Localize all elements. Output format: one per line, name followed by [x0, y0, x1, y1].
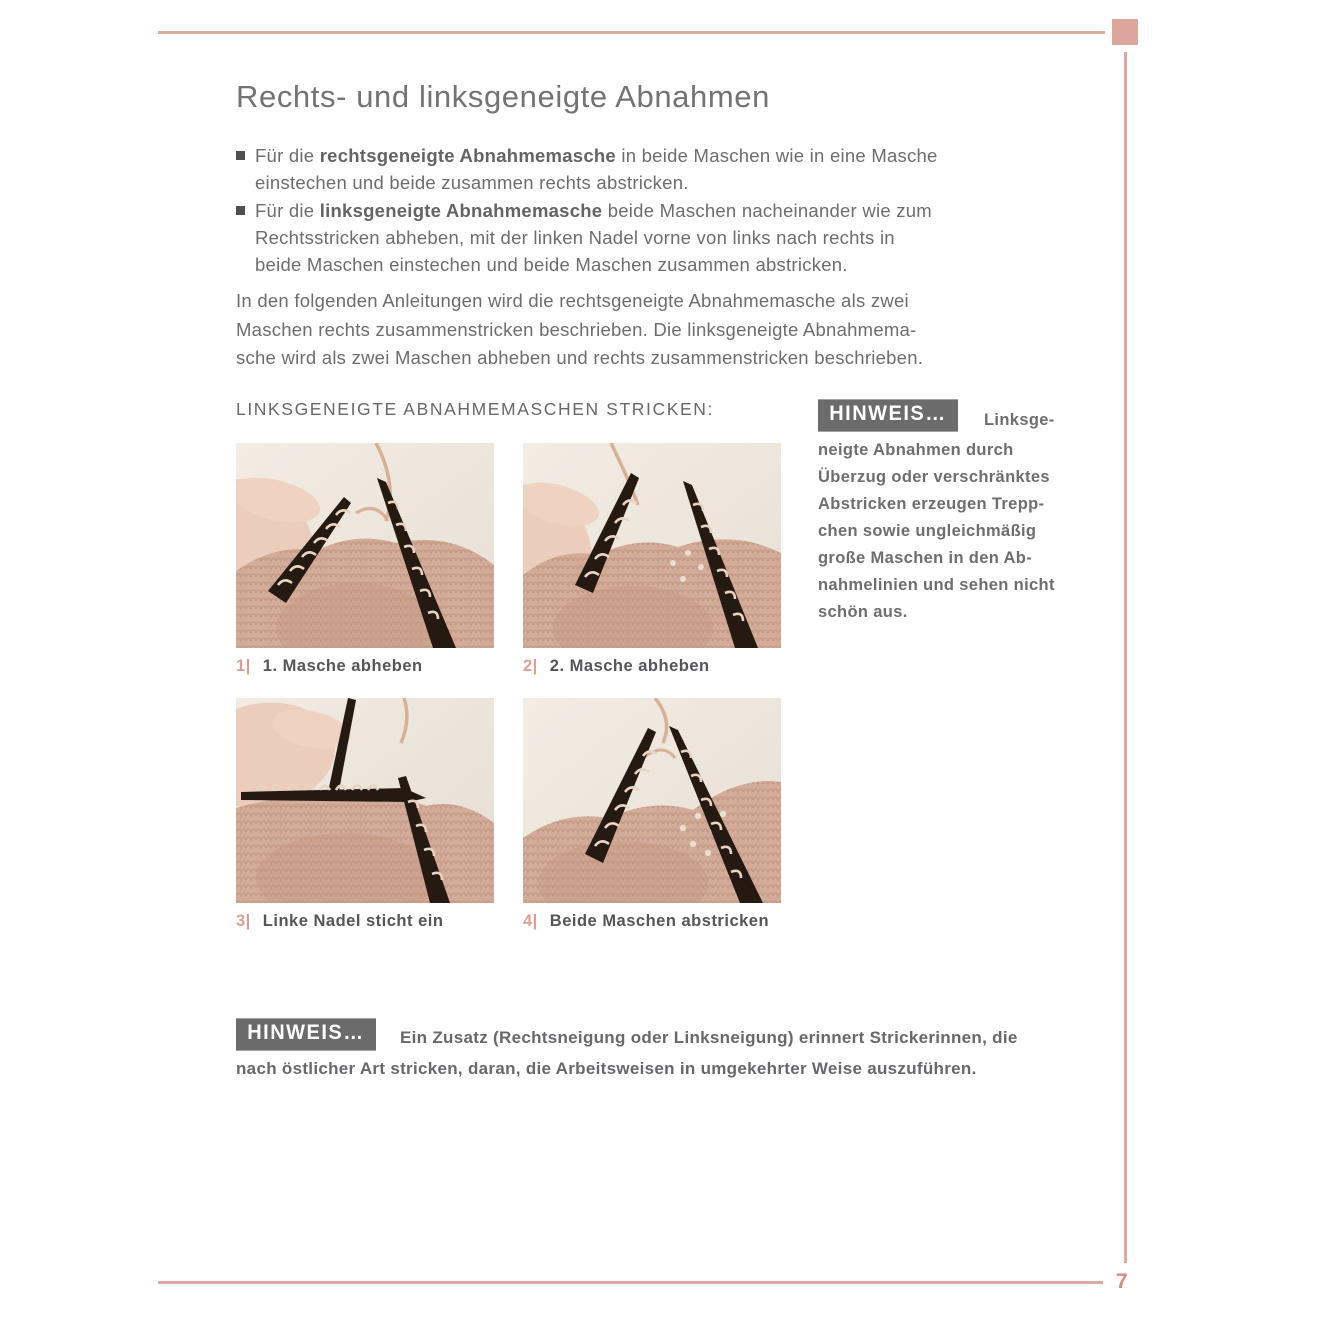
photo-caption-1 [236, 657, 423, 676]
photo-caption-4 [523, 912, 769, 931]
bottom-note-text: Ein Zusatz (Rechtsneigung oder Linksneigung) erinnert Strickerinnen, die [400, 1028, 1018, 1047]
photo-step-1-masche-abheben [236, 443, 494, 648]
bullet-text: Für die [255, 145, 320, 166]
bullet-icon [236, 151, 245, 160]
bullet-text-bold: rechtsgeneigte Abnahmemasche [319, 145, 616, 166]
bottom-note [236, 1019, 1086, 1079]
hinweis-label: HINWEIS… [818, 399, 958, 431]
bullet-text: Rechtsstricken abheben, mit der linken Nadel vorne von links nach rechts in [255, 226, 895, 248]
intro-line: Maschen rechts zusammenstricken beschrieben. Die linksgeneigte Abnahmema- [236, 318, 917, 340]
intro-line: In den folgenden Anleitungen wird die rechtsgeneigte Abnahmemasche als zwei [236, 290, 909, 311]
sidebar-note-text: neigte Abnahmen durch [818, 441, 1014, 459]
caption-number: 3| [236, 912, 251, 930]
bottom-note-text: nach östlicher Art stricken, daran, die Arbeitsweisen in umgekehrter Weise auszuführen. [236, 1059, 977, 1078]
caption-text: Linke Nadel sticht ein [262, 912, 444, 930]
bullet-item [236, 142, 938, 169]
caption-number: 4| [523, 912, 538, 930]
sidebar-note-text: Überzug oder verschränktes [818, 468, 1050, 486]
bullet-text: Für die [255, 199, 320, 221]
section-heading: LINKSGENEIGTE ABNAHMEMASCHEN STRICKEN: [236, 399, 714, 419]
bullet-item [236, 197, 938, 224]
bullet-text: beide Maschen nacheinander wie zum [602, 199, 932, 221]
sidebar-note-text: schön aus. [818, 603, 908, 621]
bullet-text: beide Maschen einstechen und beide Maschen zusammen abstricken. [255, 254, 848, 276]
caption-text: 1. Masche abheben [262, 657, 423, 675]
sidebar-note-text: Linksge- [984, 411, 1055, 429]
corner-square [1112, 19, 1138, 45]
sidebar-note-lines [818, 437, 1080, 626]
sidebar-note-text: Abstricken erzeugen Trepp- [818, 495, 1045, 513]
top-rule [158, 31, 1105, 34]
caption-number: 2| [523, 657, 538, 675]
bullet-text: einstechen und beide zusammen rechts abstricken. [255, 172, 689, 194]
bullet-text: in beide Maschen wie in eine Masche [615, 145, 938, 166]
bullet-list [236, 142, 938, 278]
bullet-icon [236, 206, 245, 215]
right-rule [1124, 52, 1127, 1263]
bullet-text-bold: linksgeneigte Abnahmemasche [319, 199, 603, 221]
caption-number: 1| [236, 657, 251, 675]
caption-text: Beide Maschen abstricken [549, 912, 770, 930]
page-title: Rechts- und linksgeneigte Abnahmen [236, 79, 770, 114]
photo-caption-3 [236, 912, 443, 931]
bottom-rule [158, 1281, 1103, 1284]
page-number: 7 [1116, 1270, 1129, 1293]
sidebar-note-text: nahmelinien und sehen nicht [818, 576, 1055, 594]
sidebar-note-first-row [818, 400, 1080, 431]
photo-step-2-masche-abheben [523, 443, 781, 648]
bottom-note-first-row [236, 1019, 1086, 1050]
sidebar-note-text: chen sowie ungleichmäßig [818, 522, 1037, 540]
sidebar-note [818, 400, 1080, 626]
hinweis-label: HINWEIS… [236, 1018, 376, 1050]
photo-caption-2 [523, 657, 710, 676]
sidebar-note-text: große Maschen in den Ab- [818, 549, 1033, 567]
photo-step-4-beide-maschen-abstricken [523, 698, 781, 903]
intro-paragraph [236, 287, 923, 373]
photo-step-3-linke-nadel-sticht-ein [236, 698, 494, 903]
intro-line: sche wird als zwei Maschen abheben und rechts zusammenstricken beschrieben. [236, 347, 924, 369]
caption-text: 2. Masche abheben [549, 657, 710, 675]
